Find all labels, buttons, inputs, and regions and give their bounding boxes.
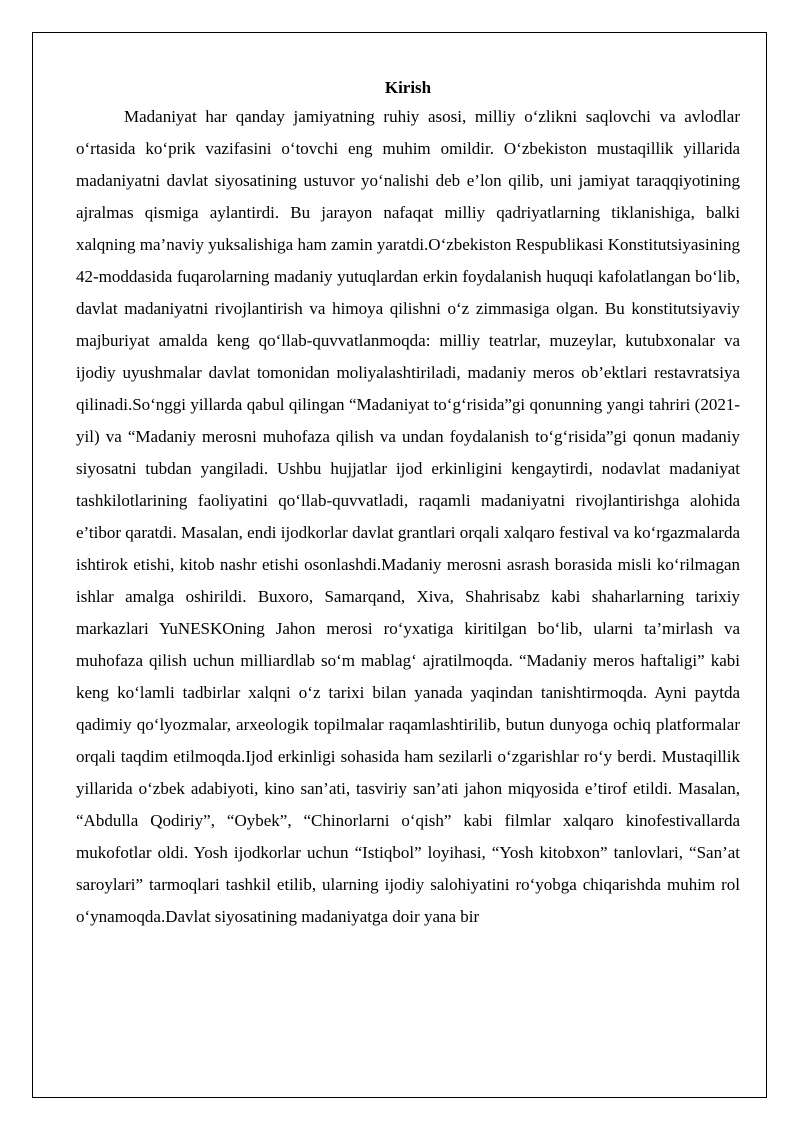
document-body [76,75,740,933]
section-heading: Kirish [384,78,432,97]
body-paragraph: Madaniyat har qanday jamiyatning ruhiy asosi, milliy o‘zlikni saqlovchi va avlodlar o‘rtasida ko‘prik vazifasini o‘tovchi eng muhim omildir. O‘zbekiston mustaqillik yillarida madaniyatni davlat siyosatining ustuvor yo‘nalishi deb e’lon qilib, uni jamiyat taraqqiyotining ajralmas qismiga aylantirdi. Bu jarayon nafaqat milliy qadriyatlarning tiklanishiga, balki xalqning ma’naviy yuksalishiga ham zamin yaratdi.O‘zbekiston Respublikasi Konstitutsiyasining 42-moddasida fuqarolarning madaniy yutuqlardan erkin foydalanish huquqi kafolatlangan bo‘lib, davlat madaniyatni rivojlantirish va himoya qilishni o‘z zimmasiga olgan. Bu konstitutsiyaviy majburiyat amalda keng qo‘llab-quvvatlanmoqda: milliy teatrlar, muzeylar, kutubxonalar va ijodiy uyushmalar davlat tomonidan moliyalashtiriladi, madaniy meros ob’ektlari restavratsiya qilinadi.So‘nggi yillarda qabul qilingan “Madaniyat to‘g‘risida”gi qonunning yangi tahriri (2021-yil) va “Madaniy merosni muhofaza qilish va undan foydalanish to‘g‘risida”gi qonun madaniy siyosatni tubdan yangiladi. Ushbu hujjatlar ijod erkinligini kengaytirdi, nodavlat madaniyat tashkilotlarining faoliyatini qo‘llab-quvvatladi, raqamli madaniyatni rivojlantirishga alohida e’tibor qaratdi. Masalan, endi ijodkorlar davlat grantlari orqali xalqaro festival va ko‘rgazmalarda ishtirok etishi, kitob nashr etishi osonlashdi.Madaniy merosni asrash borasida misli ko‘rilmagan ishlar amalga oshirildi. Buxoro, Samarqand, Xiva, Shahrisabz kabi shaharlarning tarixiy markazlari YuNESKOning Jahon merosi ro‘yxatiga kiritilgan bo‘lib, ularni ta’mirlash va muhofaza qilish uchun milliardlab so‘m mablag‘ ajratilmoqda. “Madaniy meros haftaligi” kabi keng ko‘lamli tadbirlar xalqni o‘z tarixi bilan yanada yaqindan tanishtirmoqda. Ayni paytda qadimiy qo‘lyozmalar, arxeologik topilmalar raqamlashtirilib, butun dunyoga ochiq platformalar orqali taqdim etilmoqda.Ijod erkinligi sohasida ham sezilarli o‘zgarishlar ro‘y berdi. Mustaqillik yillarida o‘zbek adabiyoti, kino san’ati, tasviriy san’ati jahon miqyosida e’tirof etildi. Masalan, “Abdulla Qodiriy”, “Oybek”, “Chinorlarni o‘qish” kabi filmlar xalqaro kinofestivallarda mukofotlar oldi. Yosh ijodkorlar uchun “Istiqbol” loyihasi, “Yosh kitobxon” tanlovlari, “San’at saroylari” tarmoqlari tashkil etilib, ularning ijodiy salohiyatini ro‘yobga chiqarishda muhim rol o‘ynamoqda.Davlat siyosatining madaniyatga doir yana bir [76,107,740,926]
